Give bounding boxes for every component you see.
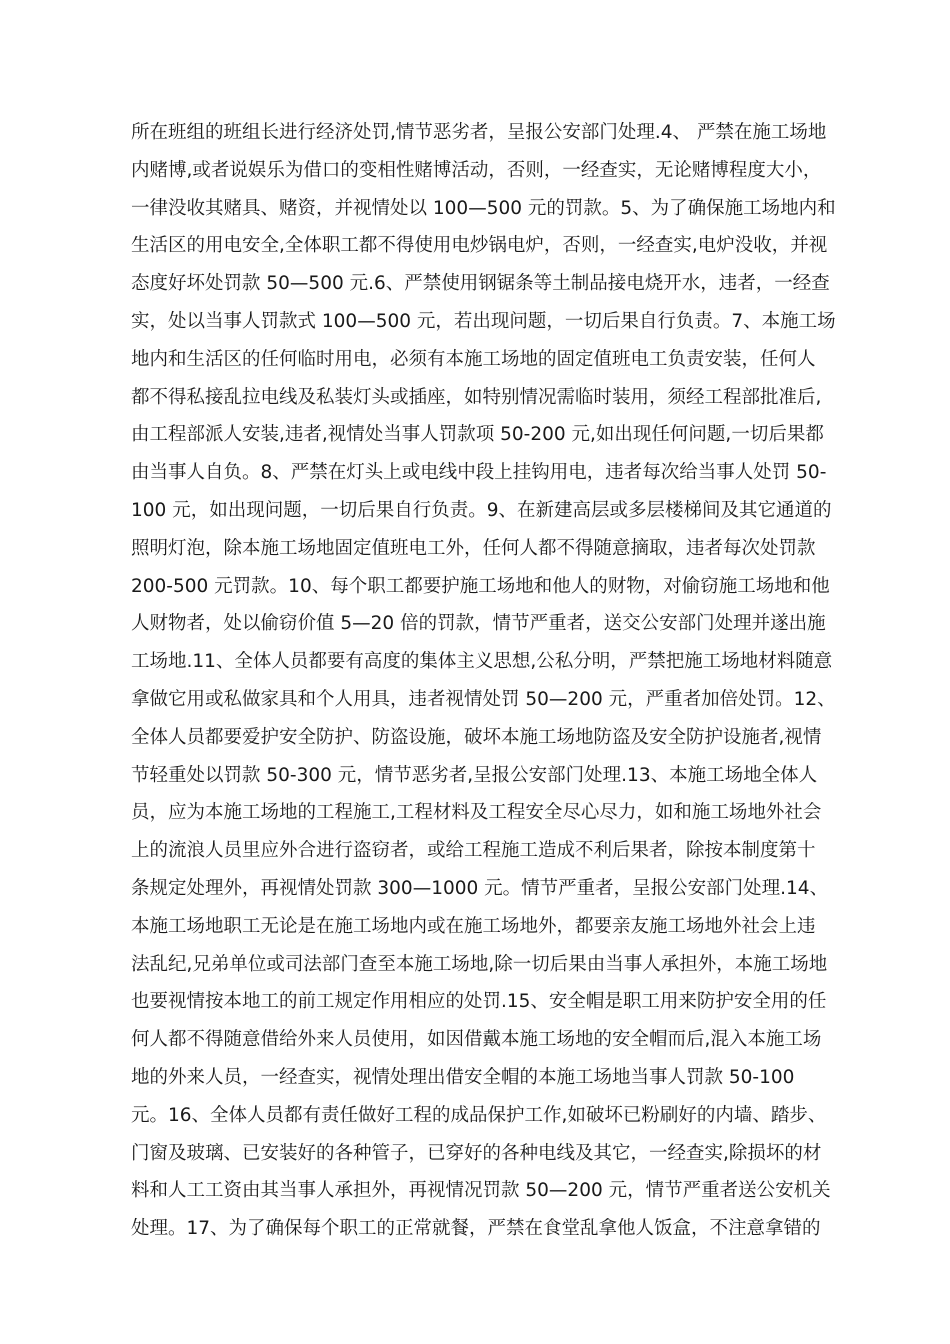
text-line: 都不得私接乱拉电线及私装灯头或插座，如特别情况需临时装用，须经工程部批准后, (131, 386, 822, 408)
text-line: 拿做它用或私做家具和个人用具，违者视情处罚 50—200 元，严重者加倍处罚。12、 (131, 688, 836, 710)
text-line: 生活区的用电安全,全体职工都不得使用电炒锅电炉，否则，一经查实,电炉没收，并视 (131, 235, 828, 257)
text-line: 上的流浪人员里应外合进行盗窃者，或给工程施工造成不利后果者，除按本制度第十 (131, 840, 816, 862)
text-line: 由当事人自负。8、严禁在灯头上或电线中段上挂钩用电，违者每次给当事人处罚 50- (131, 462, 827, 484)
text-line: 本施工场地职工无论是在施工场地内或在施工场地外，都要亲友施工场地外社会上违 (131, 915, 816, 937)
text-line: 所在班组的班组长进行经济处罚,情节恶劣者，呈报公安部门处理.4、 严禁在施工场地 (131, 122, 827, 143)
text-line: 地的外来人员，一经查实，视情处理出借安全帽的本施工场地当事人罚款 50-100 (131, 1066, 795, 1088)
text-line: 元。16、全体人员都有责任做好工程的成品保护工作,如破坏已粉刷好的内墙、踏步、 (131, 1104, 827, 1126)
text-line: 条规定处理外，再视情处罚款 300—1000 元。情节严重者，呈报公安部门处理.14、 (131, 877, 829, 899)
text-line: 法乱纪,兄弟单位或司法部门查至本施工场地,除一切后果由当事人承担外，本施工场地 (131, 953, 828, 975)
text-line: 工场地.11、全体人员都要有高度的集体主义思想,公私分明，严禁把施工场地材料随意 (131, 651, 833, 673)
text-line: 实，处以当事人罚款式 100—500 元，若出现问题，一切后果自行负责。7、本施工场 (131, 310, 836, 332)
text-line: 地内和生活区的任何临时用电，必须有本施工场地的固定值班电工负责安装，任何人 (131, 348, 816, 370)
text-line: 100 元，如出现问题，一切后果自行负责。9、在新建高层或多层楼梯间及其它通道的 (131, 499, 832, 521)
text-line: 料和人工工资由其当事人承担外，再视情况罚款 50—200 元，情节严重者送公安机关 (131, 1180, 831, 1202)
text-line: 内赌博,或者说娱乐为借口的变相性赌博活动，否则，一经查实，无论赌博程度大小， (131, 159, 822, 181)
text-line: 全体人员都要爱护安全防护、防盗设施，破坏本施工场地防盗及安全防护设施者,视情 (131, 726, 822, 748)
text-line: 何人都不得随意借给外来人员使用，如因借戴本施工场地的安全帽而后,混入本施工场 (131, 1029, 822, 1051)
text-line: 员，应为本施工场地的工程施工,工程材料及工程安全尽心尽力，如和施工场地外社会 (131, 802, 822, 824)
text-line: 由工程部派人安装,违者,视情处当事人罚款项 50-200 元,如出现任何问题,一切后果都 (131, 424, 824, 446)
text-line: 态度好坏处罚款 50—500 元.6、严禁使用钢锯条等土制品接电烧开水，违者，一经查 (131, 273, 830, 295)
body-text (131, 114, 861, 1248)
text-line: 也要视情按本地工的前工规定作用相应的处罚.15、安全帽是职工用来防护安全用的任 (131, 991, 827, 1013)
text-line: 节轻重处以罚款 50-300 元，情节恶劣者,呈报公安部门处理.13、本施工场地全体人 (131, 764, 818, 786)
text-line: 200-500 元罚款。10、每个职工都要护施工场地和他人的财物，对偷窃施工场地和他 (131, 575, 830, 597)
text-line: 人财物者，处以偷窃价值 5—20 倍的罚款，情节严重者，送交公安部门处理并遂出施 (131, 613, 826, 635)
text-line: 一律没收其赌具、赌资，并视情处以 100—500 元的罚款。5、为了确保施工场地内和 (131, 197, 836, 219)
text-line: 处理。17、为了确保每个职工的正常就餐，严禁在食堂乱拿他人饭盒，不注意拿错的 (131, 1218, 821, 1240)
text-line: 门窗及玻璃、已安装好的各种管子，已穿好的各种电线及其它，一经查实,除损坏的材 (131, 1142, 822, 1164)
text-line: 照明灯泡，除本施工场地固定值班电工外，任何人都不得随意摘取，违者每次处罚款 (131, 537, 816, 559)
